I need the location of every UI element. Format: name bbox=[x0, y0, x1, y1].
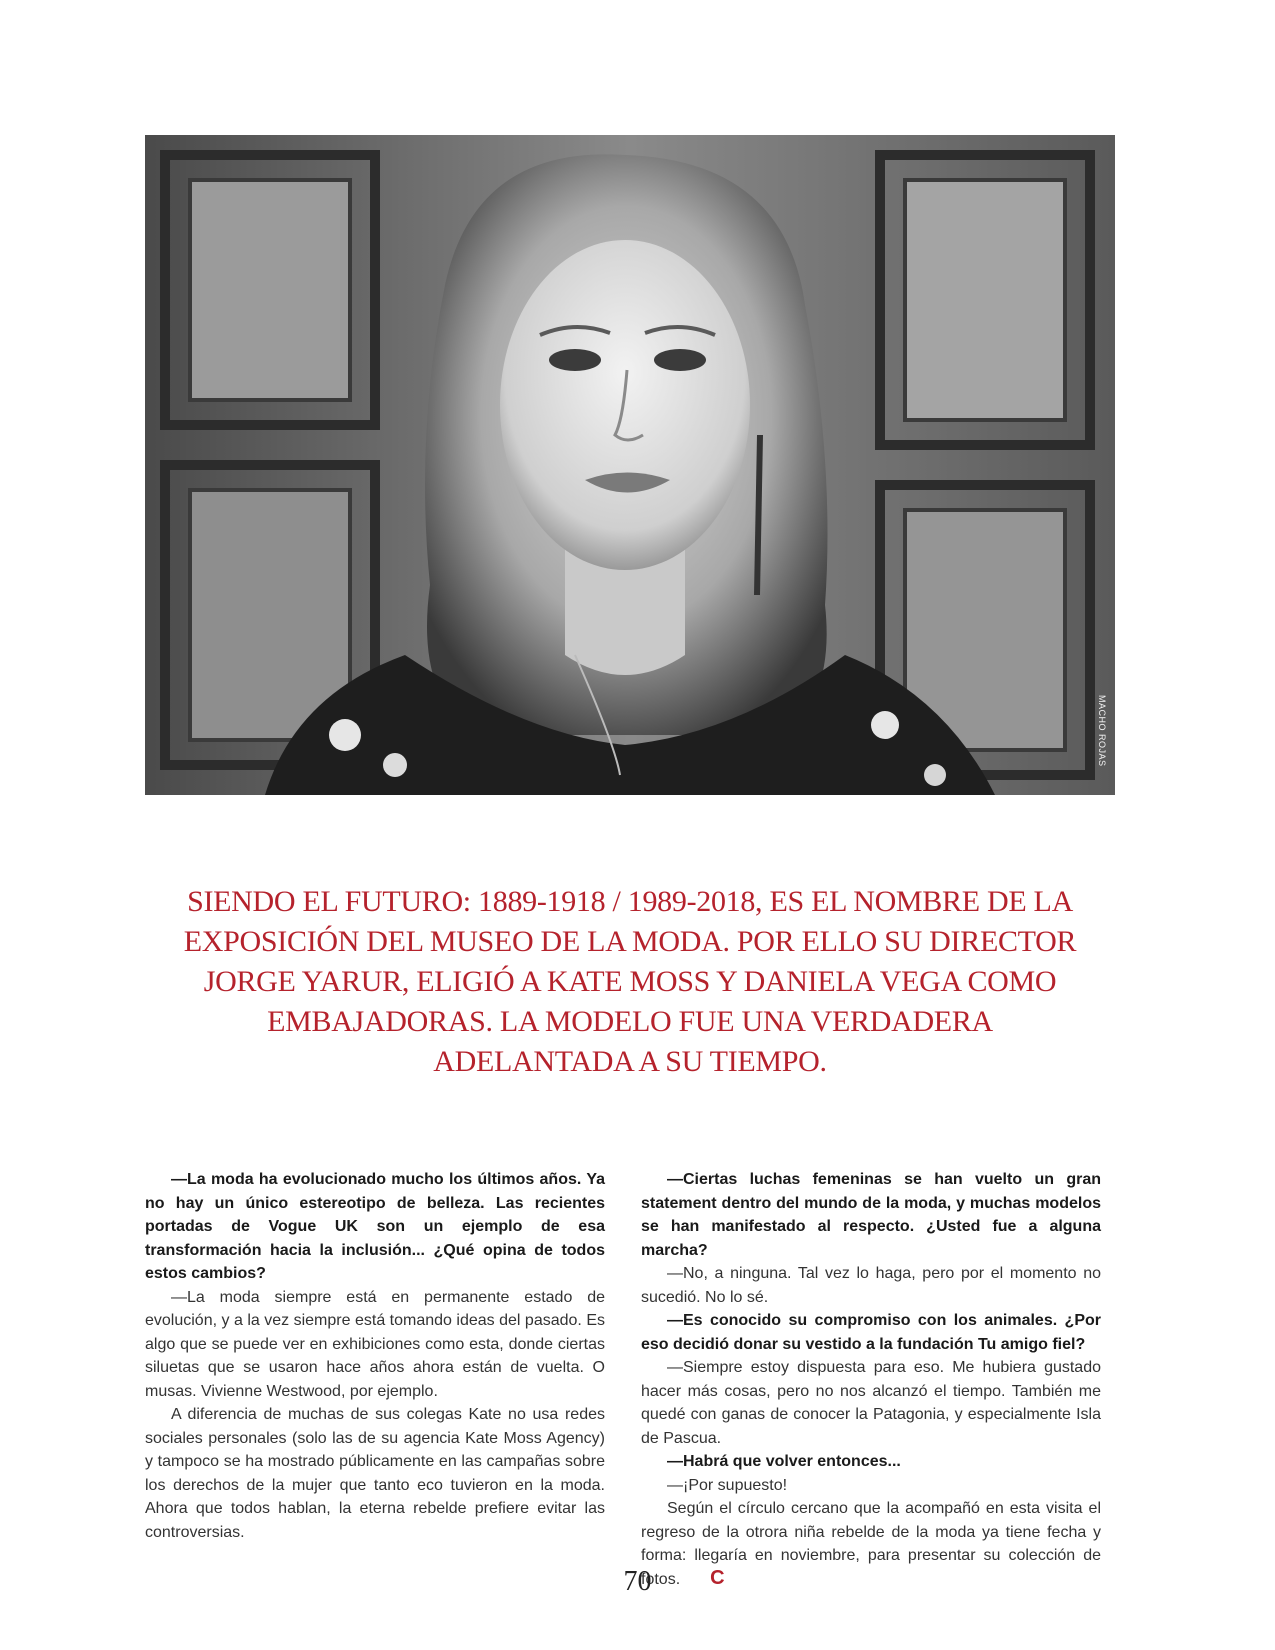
closing-text: Según el círculo cercano que la acompañó en esta visita el regreso de la otrora niña rebelde de la moda ya tiene fecha y forma: llegaría en noviembre, para presentar su colección de fotos. bbox=[641, 1500, 1101, 1588]
interview-question: —La moda ha evolucionado mucho los últimos años. Ya no hay un único estereotipo de belleza. Las recientes portadas de Vogue UK son un ejemplo de esa transformación hacia la inclusión... ¿Qué opina de todos estos cambios? bbox=[145, 1171, 605, 1282]
interview-answer: —La moda siempre está en permanente estado de evolución, y a la vez siempre está tomando ideas del pasado. Es algo que se puede ver en exhibiciones como esta, donde ciertas siluetas que se usaron hace años ahora están de vuelta. O musas. Vivienne Westwood, por ejemplo. bbox=[145, 1288, 605, 1400]
article-column-right bbox=[641, 1168, 1101, 1591]
interview-answer: —¡Por supuesto! bbox=[667, 1476, 788, 1494]
pull-quote bbox=[180, 882, 1080, 1082]
photo-credit: MACHO ROJAS bbox=[1097, 695, 1107, 767]
interview-question: —Habrá que volver entonces... bbox=[667, 1453, 901, 1470]
portrait-photo bbox=[145, 135, 1115, 795]
interview-question: —Es conocido su compromiso con los animales. ¿Por eso decidió donar su vestido a la fundación Tu amigo fiel? bbox=[641, 1312, 1101, 1353]
end-mark-icon: C bbox=[710, 1566, 725, 1589]
interview-answer: —Siempre estoy dispuesta para eso. Me hubiera gustado hacer más cosas, pero no nos alcanzó el tiempo. También me quedé con ganas de conocer la Patagonia, y especialmente Isla de Pascua. bbox=[641, 1359, 1101, 1447]
page-number: 70 bbox=[623, 1566, 652, 1597]
interview-question: —Ciertas luchas femeninas se han vuelto un gran statement dentro del mundo de la moda, y muchas modelos se han manifestado al respecto. ¿Usted fue a alguna marcha? bbox=[641, 1171, 1101, 1259]
interview-answer: —No, a ninguna. Tal vez lo haga, pero por el momento no sucedió. No lo sé. bbox=[641, 1265, 1101, 1306]
body-paragraph: A diferencia de muchas de sus colegas Kate no usa redes sociales personales (solo las de su agencia Kate Moss Agency) y tampoco se ha mostrado públicamente en las campañas sobre los derechos de la mujer que tanto eco tuvieron en la moda. Ahora que todos hablan, la eterna rebelde prefiere evitar las controversias. bbox=[145, 1406, 605, 1541]
portrait-illustration bbox=[145, 135, 1115, 795]
article-column-left bbox=[145, 1168, 605, 1544]
pull-quote-text: SIENDO EL FUTURO: 1889-1918 / 1989-2018, ES EL NOMBRE DE LA EXPOSICIÓN DEL MUSEO DE LA MODA. POR ELLO SU DIRECTOR JORGE YARUR, ELIGIÓ A KATE MOSS Y DANIELA VEGA COMO EMBAJADORAS. LA MODELO FUE UNA VERDADERA ADELANTADA A SU TIEMPO. bbox=[183, 885, 1077, 1078]
